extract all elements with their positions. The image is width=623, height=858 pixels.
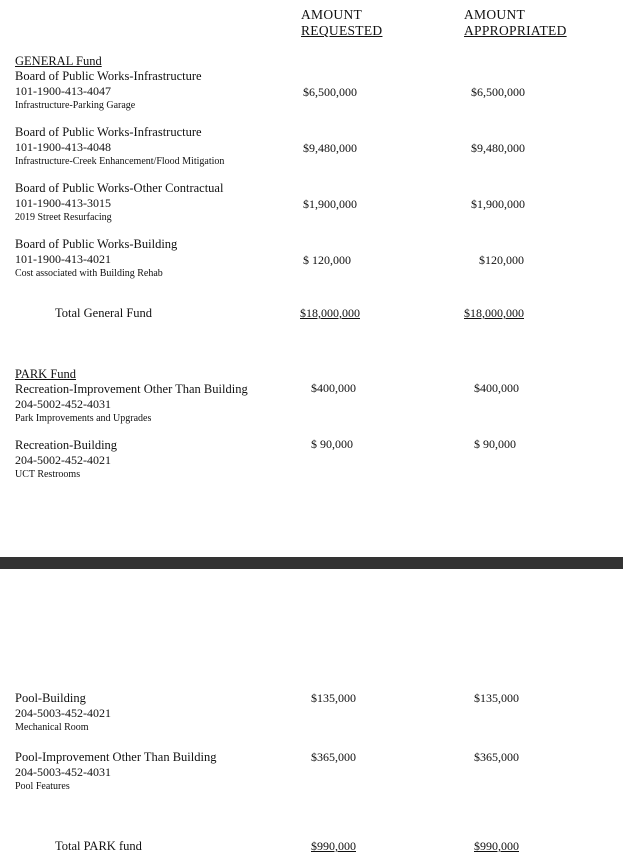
item-title: Board of Public Works-Infrastructure [15,125,202,139]
item-account: 204-5002-452-4021 [15,453,111,467]
item-title: Board of Public Works-Building [15,237,178,251]
requested-header-line1: AMOUNT [301,7,363,22]
park-total-label: Total PARK fund [55,839,142,853]
item-description: UCT Restrooms [15,469,81,480]
item-requested: $365,000 [311,750,356,764]
item-appropriated: $120,000 [479,253,524,267]
appropriated-header [464,7,567,39]
park-total-requested: $990,000 [311,839,356,853]
requested-header [301,7,382,39]
item-description: Mechanical Room [15,722,89,733]
line-item [15,181,223,224]
general-fund-heading: GENERAL Fund [15,54,102,68]
line-item [15,691,111,734]
general-total-requested: $18,000,000 [300,306,360,320]
item-title: Recreation-Improvement Other Than Building [15,382,248,396]
item-requested: $135,000 [311,691,356,705]
park-fund-heading: PARK Fund [15,367,77,381]
item-description: Park Improvements and Upgrades [15,413,152,424]
item-appropriated: $365,000 [474,750,519,764]
item-appropriated: $ 90,000 [474,437,516,451]
item-requested: $6,500,000 [303,85,357,99]
item-description: Infrastructure-Creek Enhancement/Flood Mitigation [15,156,225,167]
item-requested: $400,000 [311,381,356,395]
item-appropriated: $135,000 [474,691,519,705]
item-account: 101-1900-413-3015 [15,196,111,210]
line-item [15,750,216,793]
line-item [15,69,202,112]
item-account: 101-1900-413-4047 [15,84,111,98]
item-appropriated: $9,480,000 [471,141,525,155]
line-item [15,438,117,481]
line-item [15,382,248,425]
item-title: Board of Public Works-Other Contractual [15,181,224,195]
item-title: Pool-Improvement Other Than Building [15,750,217,764]
general-total-label: Total General Fund [55,306,153,320]
item-appropriated: $6,500,000 [471,85,525,99]
item-title: Pool-Building [15,691,86,705]
item-description: Cost associated with Building Rehab [15,268,163,279]
line-item [15,237,177,280]
item-description: 2019 Street Resurfacing [15,212,112,223]
item-requested: $9,480,000 [303,141,357,155]
item-description: Infrastructure-Parking Garage [15,100,136,111]
item-requested: $ 120,000 [303,253,351,267]
item-account: 204-5003-452-4021 [15,706,111,720]
item-account: 101-1900-413-4048 [15,140,111,154]
appropriated-header-line2: APPROPRIATED [464,23,567,38]
item-account: 204-5003-452-4031 [15,765,111,779]
item-title: Recreation-Building [15,438,118,452]
item-description: Pool Features [15,781,70,792]
item-account: 204-5002-452-4031 [15,397,111,411]
item-requested: $ 90,000 [311,437,353,451]
park-total-appropriated: $990,000 [474,839,519,853]
requested-header-line2: REQUESTED [301,23,383,38]
item-title: Board of Public Works-Infrastructure [15,69,202,83]
item-appropriated: $400,000 [474,381,519,395]
item-requested: $1,900,000 [303,197,357,211]
appropriated-header-line1: AMOUNT [464,7,526,22]
general-total-appropriated: $18,000,000 [464,306,524,320]
page-separator [0,557,623,569]
line-item [15,125,224,168]
item-appropriated: $1,900,000 [471,197,525,211]
item-account: 101-1900-413-4021 [15,252,111,266]
